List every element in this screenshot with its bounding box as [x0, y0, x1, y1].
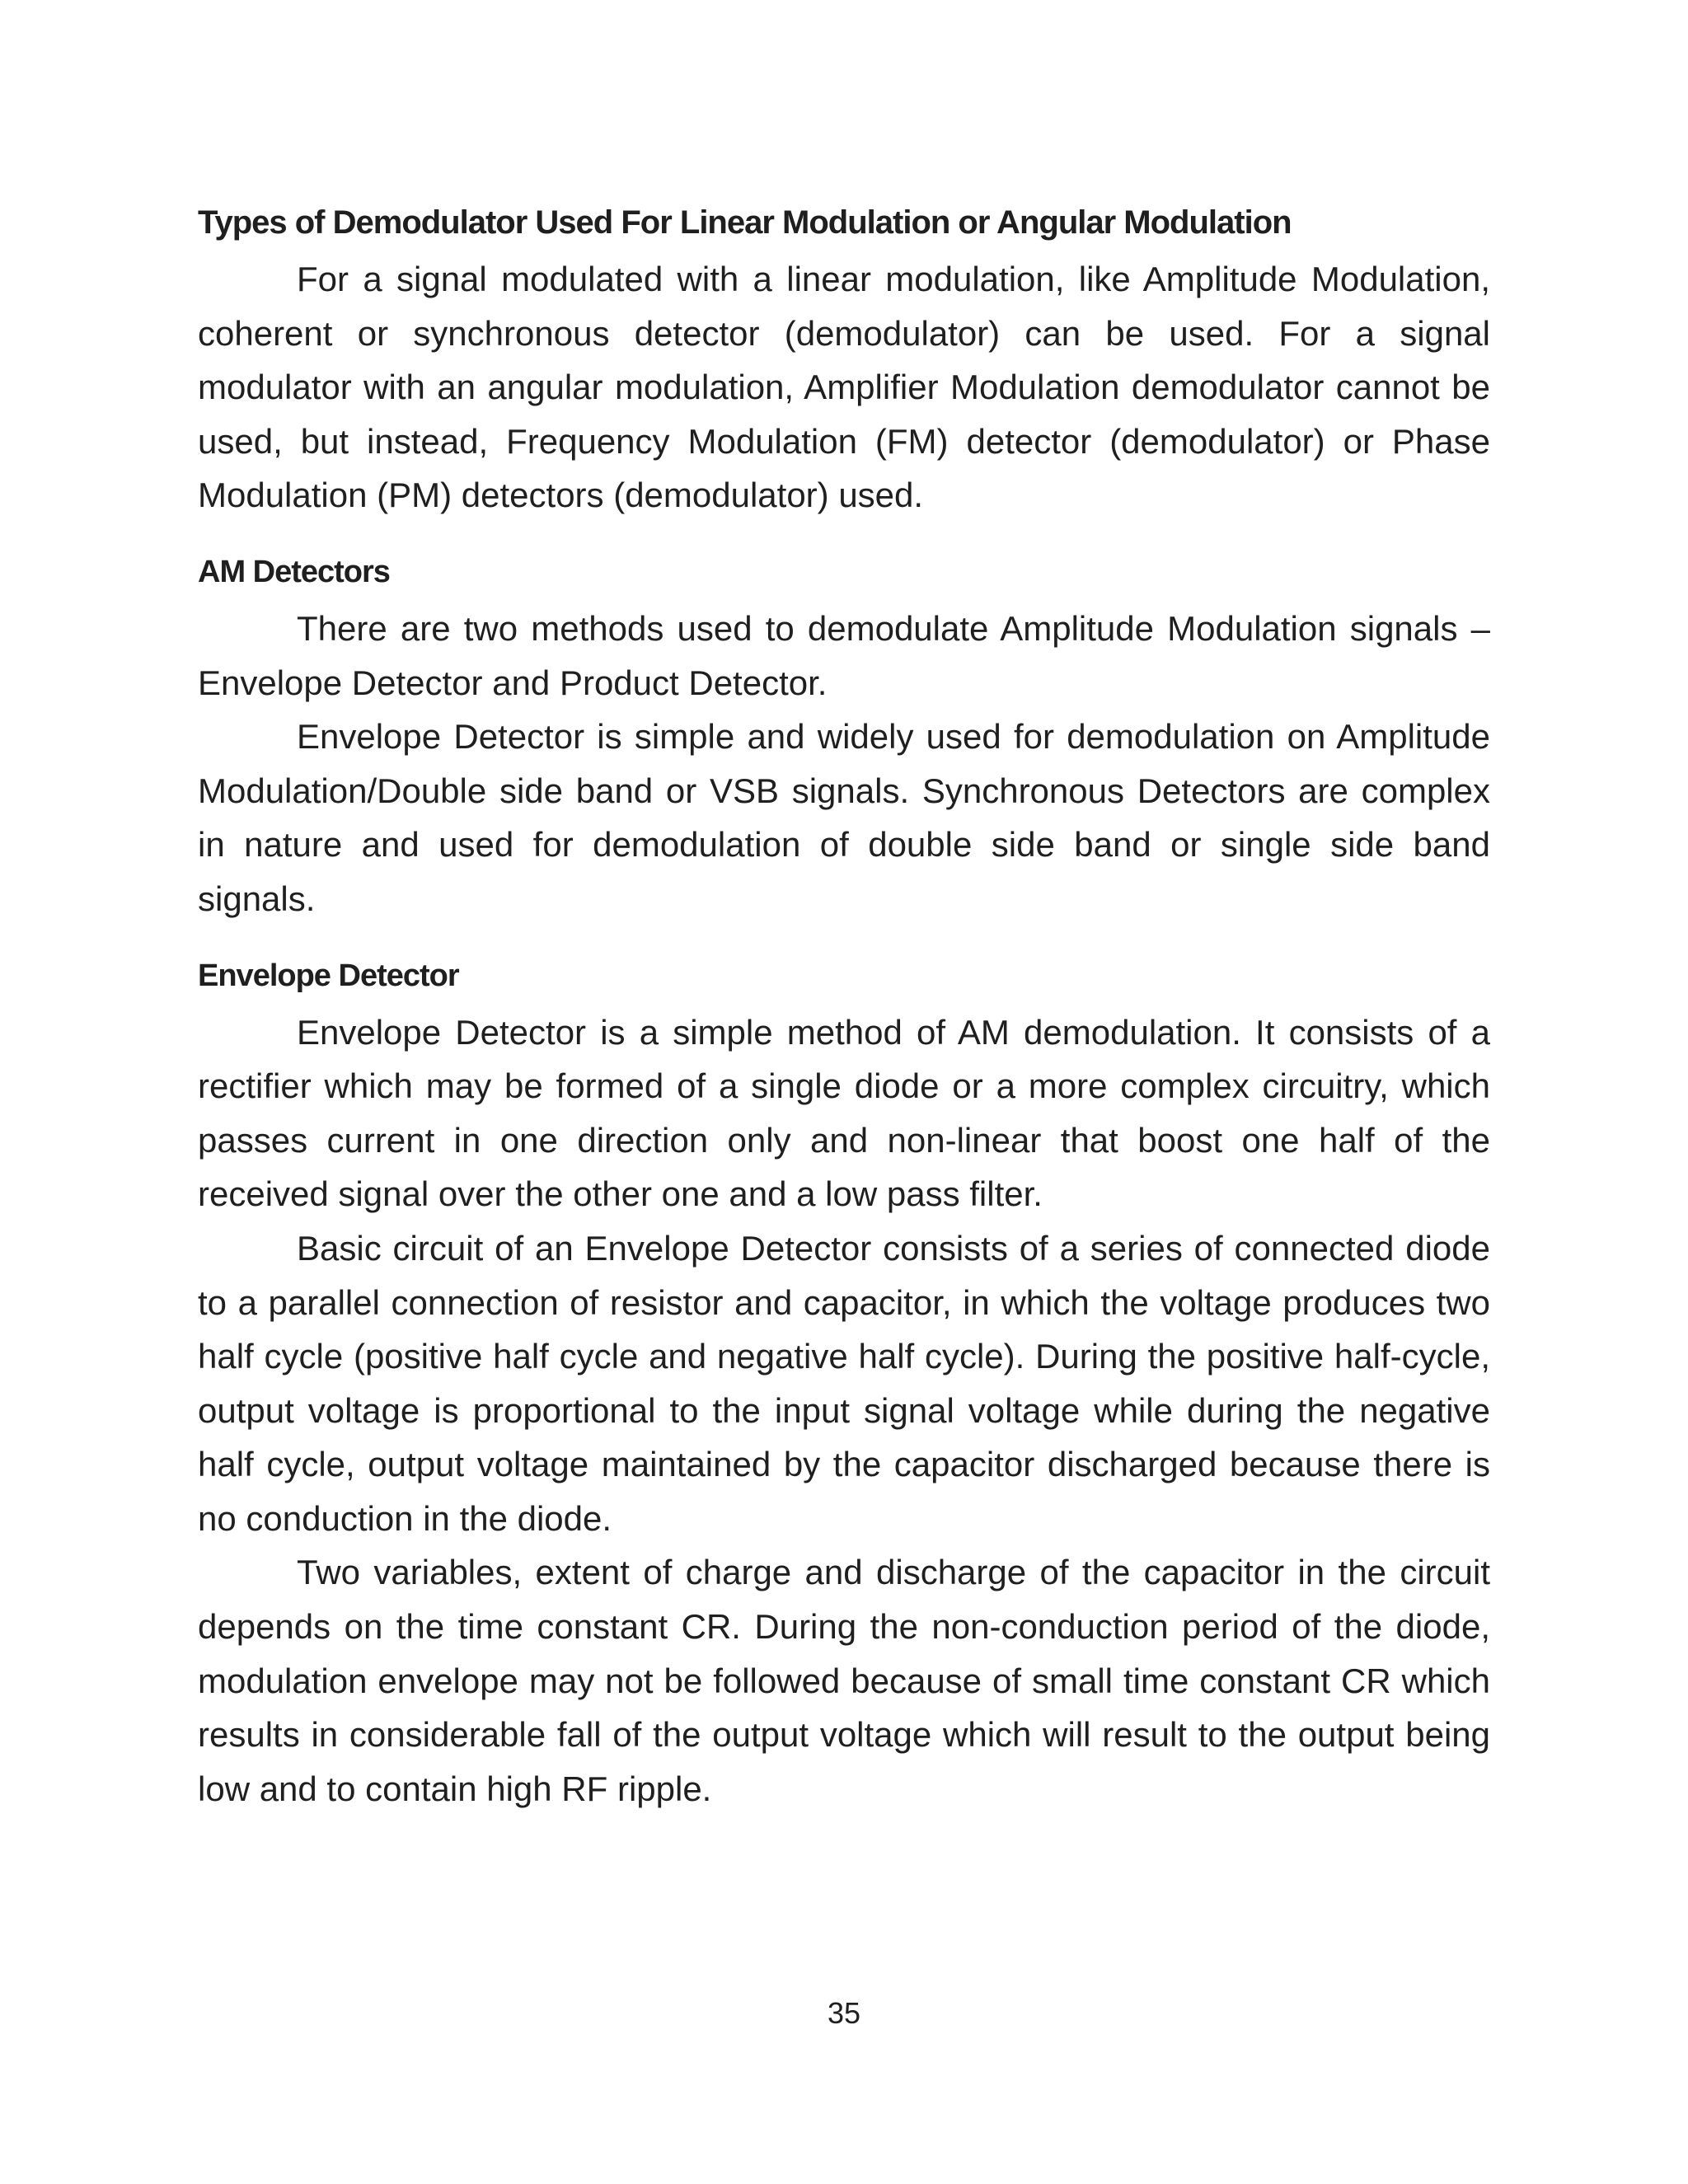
- page-number: 35: [827, 1996, 861, 2030]
- document-page: [198, 198, 1490, 1816]
- intro-paragraph: For a signal modulated with a linear modulation, like Amplitude Modulation, coherent or synchronous detector (demodulator) can be used. For a signal modulator with an angular modulation, Amplifier Modulation demodulator cannot be used, but instead, Frequency Modulation (FM) detector (demodulator) or Phase Modulation (PM) detectors (demodulator) used.: [198, 260, 1490, 515]
- section-heading: AM Detectors: [198, 554, 390, 589]
- section-am-detectors: [198, 547, 1490, 926]
- paragraph: Envelope Detector is a simple method of AM demodulation. It consists of a rectifier which may be formed of a single diode or a more complex circuitry, which passes current in one direction only and non-linear that boost one half of the received signal over the other one and a low pass filter.: [198, 1012, 1490, 1214]
- page-title: Types of Demodulator Used For Linear Modulation or Angular Modulation: [198, 204, 1292, 241]
- paragraph: Two variables, extent of charge and discharge of the capacitor in the circuit depends on the time constant CR. During the non-conduction period of the diode, modulation envelope may not be followed because of small time constant CR which results in considerable fall of the output voltage which will result to the output being low and to contain high RF ripple.: [198, 1553, 1490, 1808]
- paragraph: Basic circuit of an Envelope Detector consists of a series of connected diode to a parallel connection of resistor and capacitor, in which the voltage produces two half cycle (positive half cycle and negative half cycle). During the positive half-cycle, output voltage is proportional to the input signal voltage while during the negative half cycle, output voltage maintained by the capacitor discharged because there is no conduction in the diode.: [198, 1228, 1490, 1538]
- paragraph: There are two methods used to demodulate Amplitude Modulation signals – Envelope Detector and Product Detector.: [198, 608, 1490, 702]
- paragraph: Envelope Detector is simple and widely used for demodulation on Amplitude Modulation/Double side band or VSB signals. Synchronous Detectors are complex in nature and used for demodulation of double side band or single side band signals.: [198, 717, 1490, 918]
- section-envelope-detector: [198, 951, 1490, 1816]
- section-heading: Envelope Detector: [198, 958, 459, 993]
